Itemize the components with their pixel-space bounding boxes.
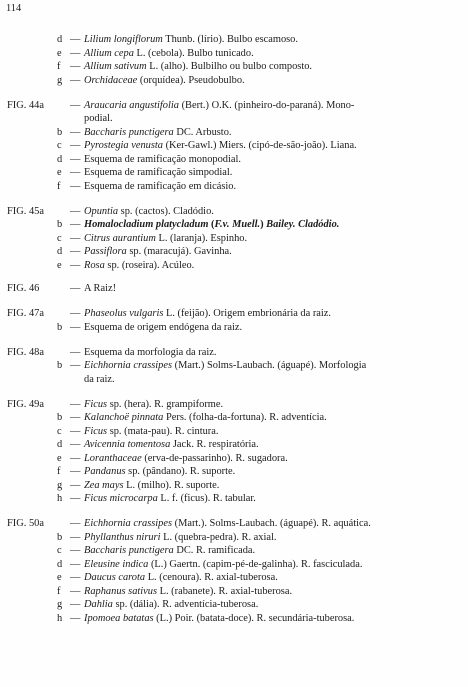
- species-name: Eichhornia crassipes: [84, 360, 173, 371]
- em-dash: —: [70, 232, 81, 244]
- species-name: Ficus: [84, 425, 108, 437]
- item-letter: b: [57, 531, 63, 543]
- em-dash: —: [70, 612, 81, 624]
- figure-number: FIG. 49a: [7, 398, 44, 410]
- caption-text: [84, 153, 454, 167]
- em-dash: —: [70, 153, 81, 165]
- caption-text: [84, 166, 454, 180]
- caption-line-continuation: [0, 112, 468, 126]
- item-letter: g: [57, 479, 63, 491]
- item-letter: h: [57, 612, 63, 624]
- caption-line: [0, 398, 468, 412]
- caption-segment: A Raiz!: [84, 283, 117, 294]
- caption-line: [0, 346, 468, 360]
- caption-text: [84, 139, 454, 153]
- figure-number: FIG. 50a: [7, 518, 44, 529]
- bold-text: ): [260, 219, 267, 230]
- item-letter: c: [57, 232, 62, 244]
- caption-continuation: da raiz.: [84, 373, 115, 385]
- item-letter: g: [57, 599, 63, 610]
- caption-text: [84, 531, 454, 545]
- em-dash: —: [70, 246, 81, 257]
- caption-line: [0, 47, 468, 61]
- em-dash: —: [70, 180, 81, 192]
- item-letter: d: [57, 439, 63, 450]
- item-letter: e: [57, 452, 62, 464]
- caption-line: [0, 232, 468, 246]
- em-dash: —: [70, 167, 81, 178]
- item-letter: e: [57, 47, 62, 59]
- species-name: Pandanus: [84, 466, 126, 477]
- item-letter: f: [57, 585, 61, 597]
- caption-line: [0, 307, 468, 321]
- caption-segment: sp. (hera). R. grampiforme.: [107, 398, 224, 410]
- caption-segment: L. (alho). Bulbilho ou bulbo composto.: [146, 61, 313, 72]
- species-name: Kalanchoë pinnata: [84, 412, 164, 423]
- em-dash: —: [70, 74, 81, 86]
- caption-segment: L. f. (ficus). R. tabular.: [157, 493, 256, 504]
- em-dash: —: [70, 439, 81, 450]
- caption-segment: (L.) Poir. (batata-doce). R. secundária-tuberosa.: [153, 612, 355, 624]
- caption-text: [84, 425, 454, 439]
- species-name: Homalocladium platycladum: [84, 219, 209, 230]
- caption-line: [0, 245, 468, 259]
- em-dash: —: [70, 140, 81, 151]
- em-dash: —: [70, 346, 81, 358]
- species-name: Allium sativum: [84, 61, 147, 72]
- figure-number: FIG. 48a: [7, 346, 44, 358]
- species-name: Eichhornia crassipes: [84, 518, 173, 529]
- caption-line: [0, 612, 468, 626]
- caption-line: [0, 99, 468, 113]
- caption-line: [0, 517, 468, 531]
- em-dash: —: [70, 61, 81, 72]
- item-letter: d: [57, 153, 63, 165]
- em-dash: —: [70, 558, 81, 570]
- caption-segment: (orquídea). Pseudobulbo.: [137, 74, 245, 86]
- em-dash: —: [70, 425, 81, 437]
- caption-text: [84, 232, 454, 246]
- species-name: Passiflora: [84, 246, 127, 257]
- bold-text: (: [208, 219, 215, 230]
- item-letter: b: [57, 360, 63, 371]
- em-dash: —: [70, 493, 81, 504]
- caption-line: [0, 218, 468, 232]
- caption-segment: L. (milho). R. suporte.: [123, 479, 220, 491]
- species-name: Loranthaceae: [84, 452, 142, 464]
- caption-text: [84, 180, 454, 194]
- em-dash: —: [70, 518, 81, 529]
- figure-number: FIG. 46: [7, 283, 40, 294]
- caption-segment: L. (laranja). Espinho.: [155, 232, 248, 244]
- caption-line: [0, 60, 468, 74]
- species-name: Daucus carota: [84, 572, 146, 583]
- caption-segment: sp. (roseira). Acúleo.: [104, 259, 195, 271]
- em-dash: —: [70, 205, 81, 217]
- species-name: Rosa: [84, 259, 105, 271]
- caption-text: [84, 282, 454, 296]
- figure-number: FIG. 45a: [7, 205, 44, 217]
- caption-text: [84, 479, 454, 493]
- caption-segment: (Mart.) Solms-Laubach. (águapé). Morfologia: [172, 360, 367, 371]
- caption-line: [0, 531, 468, 545]
- caption-line: [0, 205, 468, 219]
- caption-segment: Esquema de ramificação monopodial.: [84, 153, 241, 165]
- species-name: Phaseolus vulgaris: [84, 308, 164, 319]
- caption-segment: (erva-de-passarinho). R. sugadora.: [141, 452, 288, 464]
- caption-segment: sp. (mata-pau). R. cintura.: [107, 425, 219, 437]
- em-dash: —: [70, 599, 81, 610]
- caption-segment: L. (quebra-pedra). R. axial.: [160, 531, 277, 543]
- species-name: Avicennia tomentosa: [84, 439, 171, 450]
- item-letter: e: [57, 572, 62, 583]
- species-name: Opuntia: [84, 205, 119, 217]
- caption-line: [0, 544, 468, 558]
- item-letter: h: [57, 493, 63, 504]
- caption-segment: sp. (pândano). R. suporte.: [125, 466, 236, 477]
- caption-line: [0, 321, 468, 335]
- species-name: Citrus aurantium: [84, 232, 156, 244]
- caption-line: [0, 411, 468, 425]
- species-name: Baccharis punctigera: [84, 126, 174, 138]
- caption-text: [84, 99, 454, 113]
- caption-text: [84, 205, 454, 219]
- species-name: Pyrostegia venusta: [84, 140, 163, 151]
- caption-segment: DC. Arbusto.: [173, 126, 232, 138]
- caption-text: [84, 517, 454, 531]
- caption-text: [84, 321, 454, 335]
- caption-segment: (Bert.) O.K. (pinheiro-do-paraná). Mono-: [178, 99, 355, 111]
- species-name: Allium cepa: [84, 47, 134, 59]
- caption-segment: sp. (cactos). Cladódio.: [118, 205, 214, 217]
- item-letter: e: [57, 167, 62, 178]
- figure-number: FIG. 44a: [7, 99, 44, 111]
- caption-line: [0, 598, 468, 612]
- item-letter: d: [57, 558, 63, 570]
- item-letter: f: [57, 61, 61, 72]
- caption-line: [0, 180, 468, 194]
- caption-text: [84, 398, 454, 412]
- em-dash: —: [70, 479, 81, 491]
- caption-line: [0, 438, 468, 452]
- group-spacer: [0, 272, 468, 282]
- caption-line: [0, 74, 468, 88]
- caption-line: [0, 139, 468, 153]
- caption-segment: sp. (dália). R. adventícia-tuberosa.: [112, 599, 259, 610]
- caption-segment: Esquema de ramificação simpodial.: [84, 167, 233, 178]
- caption-line: [0, 571, 468, 585]
- caption-text: [84, 359, 454, 373]
- caption-text: [84, 245, 454, 259]
- caption-line: [0, 166, 468, 180]
- caption-line: [0, 126, 468, 140]
- item-letter: c: [57, 425, 62, 437]
- item-letter: c: [57, 140, 62, 151]
- caption-text: [84, 60, 454, 74]
- species-name: Baccharis punctigera: [84, 545, 174, 556]
- group-spacer: [0, 193, 468, 205]
- caption-text: [84, 465, 454, 479]
- caption-text: [84, 438, 454, 452]
- caption-segment: L. (cebola). Bulbo tunicado.: [133, 47, 254, 59]
- em-dash: —: [70, 412, 81, 423]
- item-letter: g: [57, 74, 63, 86]
- item-letter: f: [57, 466, 61, 477]
- species-name: Ficus: [84, 398, 108, 410]
- caption-text: [84, 452, 454, 466]
- item-letter: f: [57, 180, 61, 192]
- caption-segment: (Ker-Gawl.) Miers. (cipó-de-são-joão). Liana.: [162, 140, 357, 151]
- caption-line: [0, 558, 468, 572]
- item-letter: d: [57, 246, 63, 257]
- page-number: 114: [6, 3, 22, 14]
- caption-line-continuation: [0, 373, 468, 387]
- caption-segment: sp. (maracujá). Gavinha.: [126, 246, 232, 257]
- item-letter: c: [57, 545, 62, 556]
- em-dash: —: [70, 126, 81, 138]
- group-spacer: [0, 87, 468, 99]
- species-name: Ipomoea batatas: [84, 612, 154, 624]
- species-name: Zea mays: [84, 479, 124, 491]
- caption-line: [0, 465, 468, 479]
- caption-text: [84, 411, 454, 425]
- caption-segment: Esquema da morfologia da raiz.: [84, 346, 217, 358]
- caption-text: [84, 346, 454, 360]
- caption-line: [0, 452, 468, 466]
- species-name: Dahlia: [84, 599, 113, 610]
- em-dash: —: [70, 308, 81, 319]
- caption-text: [84, 558, 454, 572]
- caption-segment: Esquema de origem endógena da raiz.: [84, 321, 243, 333]
- caption-line: [0, 359, 468, 373]
- caption-segment: DC. R. ramificada.: [173, 545, 256, 556]
- em-dash: —: [70, 545, 81, 556]
- caption-text: [84, 74, 454, 88]
- caption-segment: L. (cenoura). R. axial-tuberosa.: [145, 572, 278, 583]
- caption-text: [84, 218, 454, 232]
- caption-text: [84, 544, 454, 558]
- species-name: Bailey. Cladódio.: [266, 219, 340, 230]
- item-letter: d: [57, 34, 63, 45]
- em-dash: —: [70, 466, 81, 477]
- caption-text: [84, 259, 454, 273]
- item-letter: b: [57, 219, 63, 230]
- caption-line: [0, 425, 468, 439]
- caption-text: [84, 33, 454, 47]
- group-spacer: [0, 296, 468, 308]
- caption-line: [0, 479, 468, 493]
- em-dash: —: [70, 360, 81, 371]
- group-spacer: [0, 506, 468, 518]
- em-dash: —: [70, 47, 81, 59]
- caption-line: [0, 153, 468, 167]
- caption-segment: Esquema de ramificação em dicásio.: [84, 180, 237, 192]
- caption-text: [84, 585, 454, 599]
- caption-line: [0, 282, 468, 296]
- caption-text: [84, 492, 454, 506]
- item-letter: b: [57, 412, 63, 423]
- species-name: F.v. Muell.: [214, 219, 261, 230]
- caption-line: [0, 492, 468, 506]
- em-dash: —: [70, 34, 81, 45]
- item-letter: b: [57, 126, 63, 138]
- species-name: Araucaria angustifolia: [84, 99, 179, 111]
- item-letter: b: [57, 321, 63, 333]
- caption-segment: (L.) Gaertn. (capim-pé-de-galinha). R. fasciculada.: [148, 558, 363, 570]
- caption-text: [84, 307, 454, 321]
- em-dash: —: [70, 99, 81, 111]
- figure-number: FIG. 47a: [7, 308, 44, 319]
- species-name: Eleusine indica: [84, 558, 149, 570]
- caption-segment: Pers. (folha-da-fortuna). R. adventícia.: [163, 412, 327, 423]
- caption-line: [0, 585, 468, 599]
- em-dash: —: [70, 572, 81, 583]
- em-dash: —: [70, 283, 81, 294]
- species-name: Orchidaceae: [84, 74, 138, 86]
- caption-segment: L. (rabanete). R. axial-tuberosa.: [157, 585, 293, 597]
- caption-segment: Thunb. (lírio). Bulbo escamoso.: [162, 34, 298, 45]
- caption-text: [84, 126, 454, 140]
- caption-text: [84, 612, 454, 626]
- caption-text: [84, 47, 454, 61]
- caption-line: [0, 259, 468, 273]
- caption-line: [0, 33, 468, 47]
- caption-text: [84, 598, 454, 612]
- caption-segment: L. (feijão). Origem embrionária da raiz.: [163, 308, 331, 319]
- item-letter: e: [57, 259, 62, 271]
- em-dash: —: [70, 585, 81, 597]
- caption-segment: Jack. R. respiratória.: [170, 439, 259, 450]
- em-dash: —: [70, 321, 81, 333]
- species-name: Raphanus sativus: [84, 585, 158, 597]
- figure-caption-list: [0, 33, 468, 625]
- caption-text: [84, 571, 454, 585]
- species-name: Ficus microcarpa: [84, 493, 158, 504]
- species-name: Lilium longiflorum: [84, 34, 163, 45]
- em-dash: —: [70, 259, 81, 271]
- species-name: Phyllanthus niruri: [84, 531, 161, 543]
- caption-continuation: podial.: [84, 113, 113, 124]
- caption-segment: (Mart.). Solms-Laubach. (águapé). R. aquática.: [172, 518, 371, 529]
- em-dash: —: [70, 398, 81, 410]
- group-spacer: [0, 334, 468, 346]
- em-dash: —: [70, 531, 81, 543]
- em-dash: —: [70, 219, 81, 230]
- group-spacer: [0, 386, 468, 398]
- em-dash: —: [70, 452, 81, 464]
